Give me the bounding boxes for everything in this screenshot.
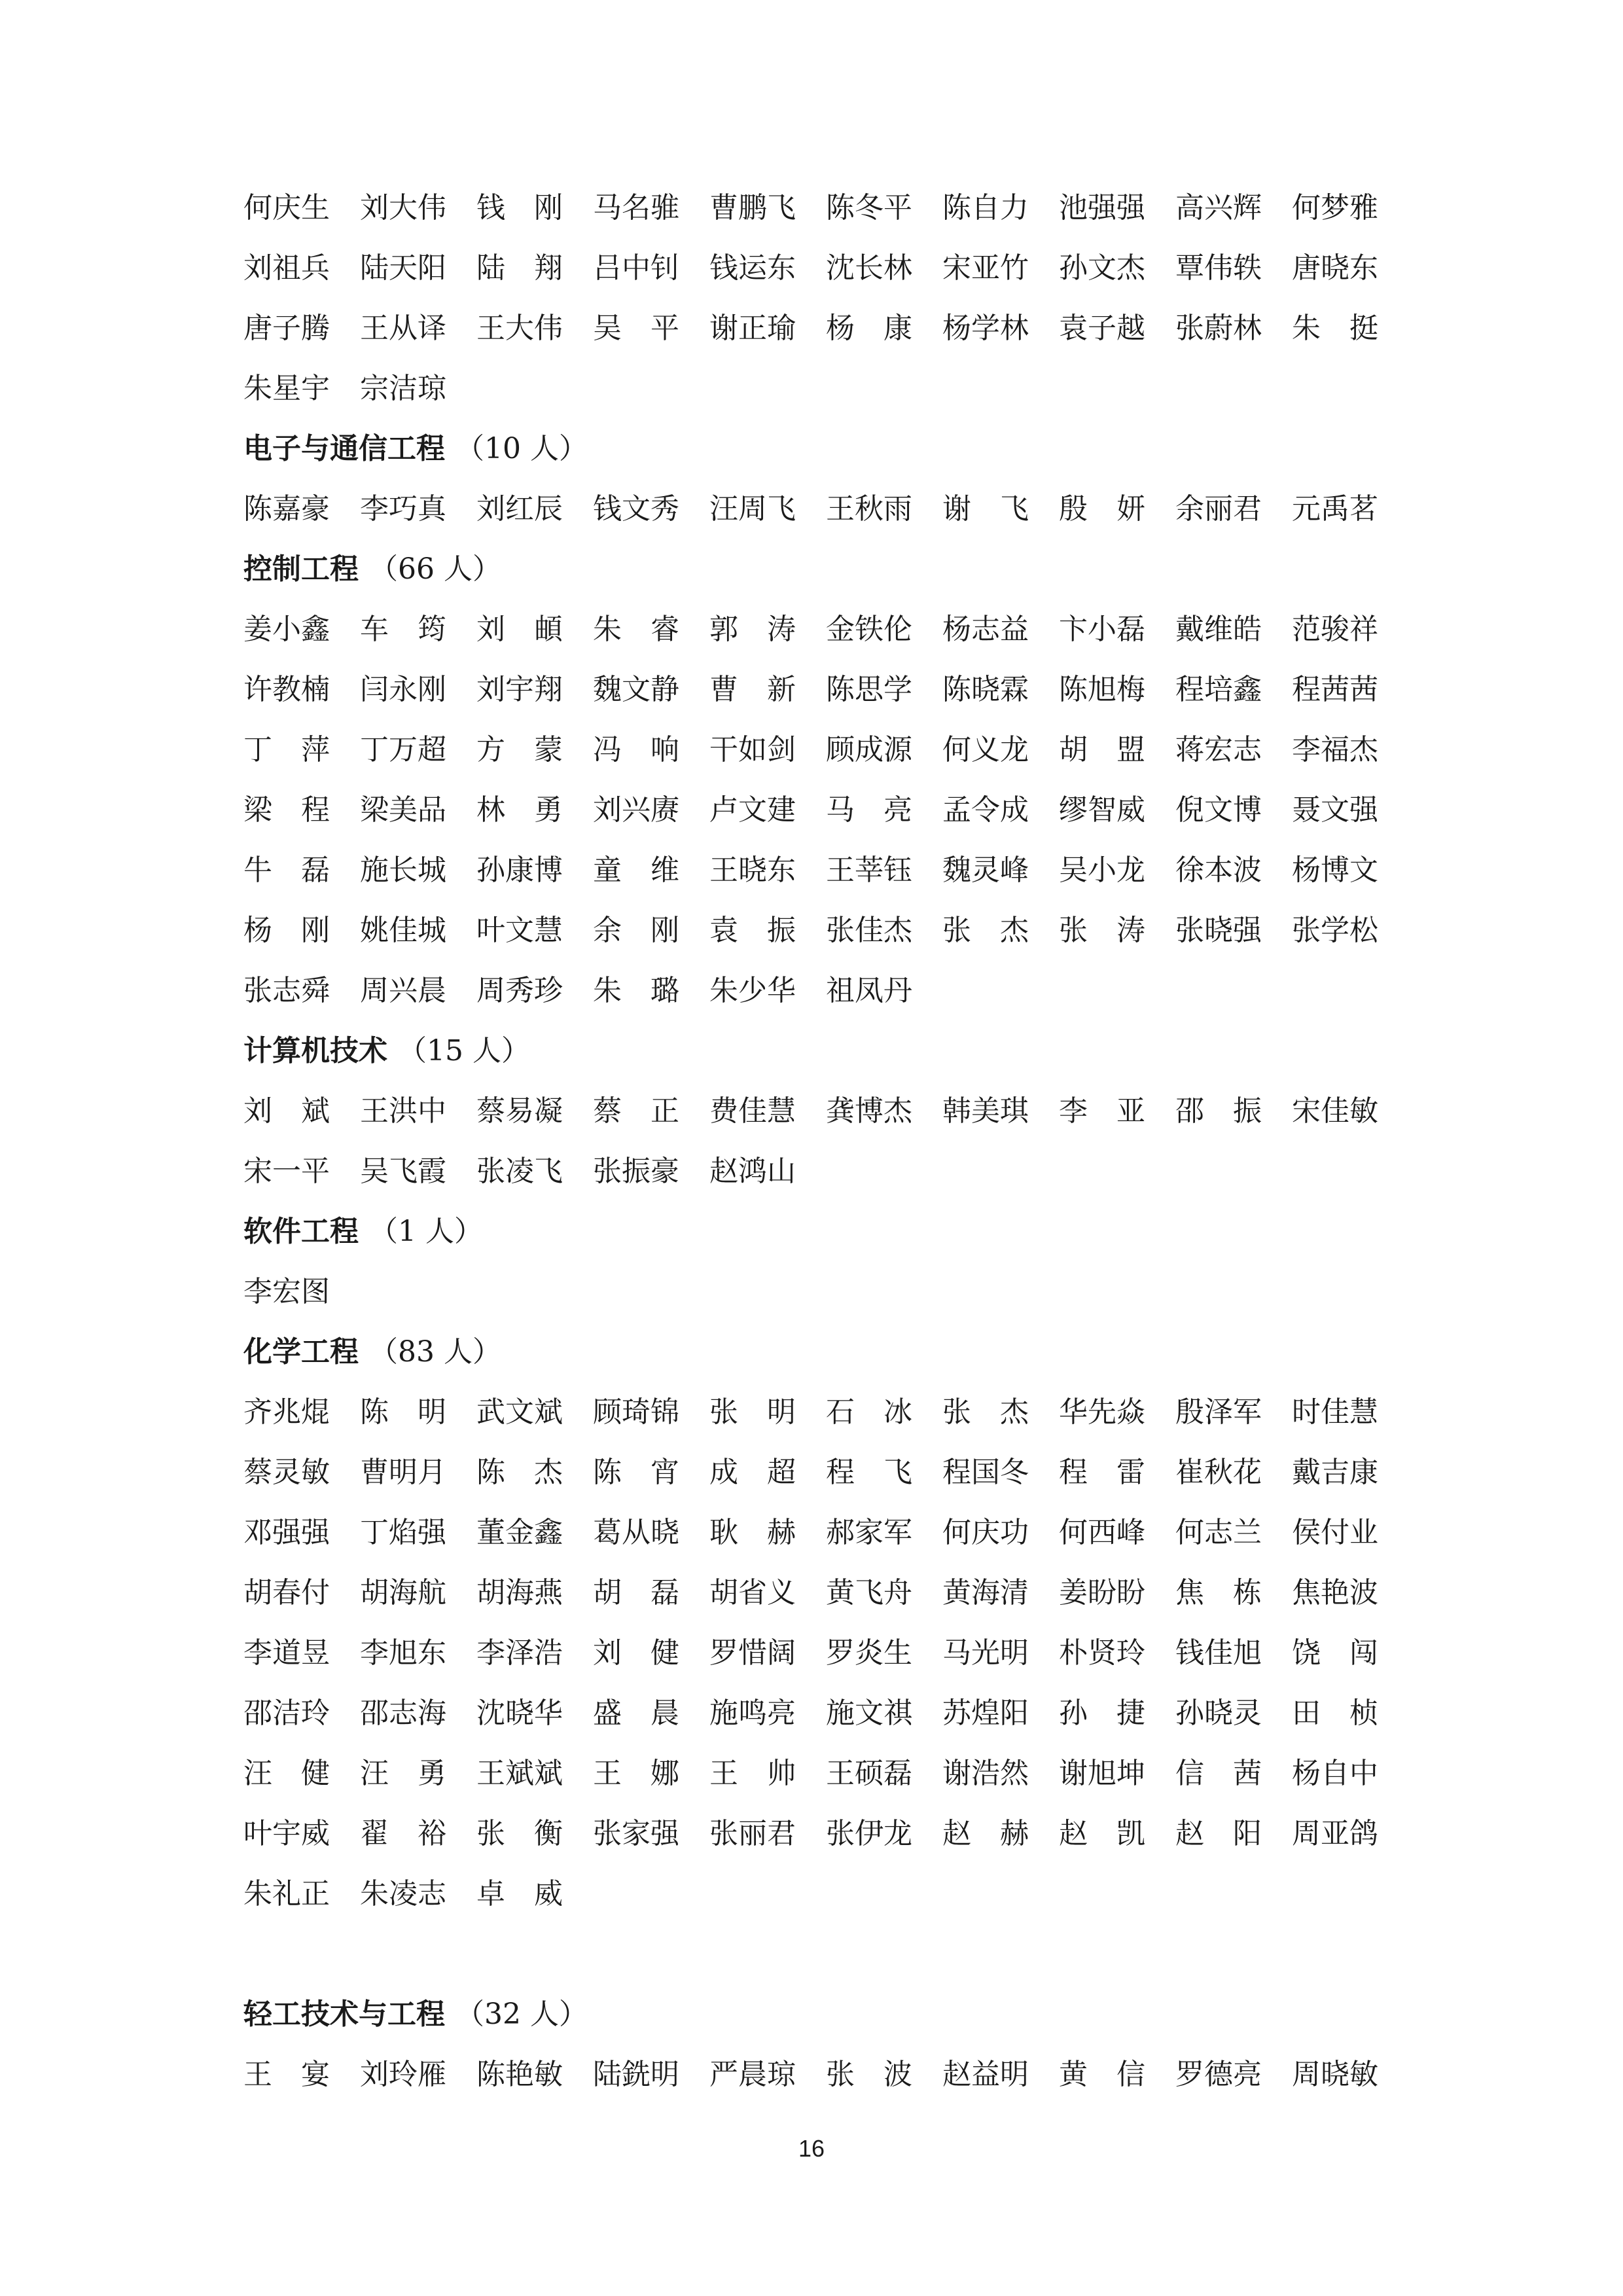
person-name: 杨自中 xyxy=(1292,1757,1378,1790)
person-name: 时佳慧 xyxy=(1292,1395,1378,1429)
person-name: 朱 睿 xyxy=(593,613,679,646)
person-name: 叶文慧 xyxy=(476,914,563,947)
person-name: 武文斌 xyxy=(476,1395,563,1429)
section-title: 电子与通信工程 xyxy=(243,432,445,465)
person-name: 陈 杰 xyxy=(476,1456,563,1489)
section-name-grid xyxy=(243,1382,1408,1924)
person-name: 陈自力 xyxy=(942,191,1029,224)
person-name: 丁焰强 xyxy=(360,1516,446,1549)
section-count: （1 人） xyxy=(369,1215,483,1248)
person-name: 陆 翔 xyxy=(476,251,563,285)
person-name: 钱佳旭 xyxy=(1175,1636,1262,1670)
person-name: 黄 信 xyxy=(1059,2058,1145,2091)
person-name: 李福杰 xyxy=(1292,733,1378,766)
section-heading xyxy=(243,1322,1408,1382)
person-name: 张丽君 xyxy=(709,1817,796,1850)
section-heading xyxy=(243,419,1408,479)
person-name: 范骏祥 xyxy=(1292,613,1378,646)
person-name: 金铁伦 xyxy=(826,613,912,646)
person-name: 梁美品 xyxy=(360,793,446,827)
section-name-grid xyxy=(243,1081,1408,1202)
person-name: 徐本波 xyxy=(1175,853,1262,887)
person-name: 杨志益 xyxy=(942,613,1029,646)
person-name: 蒋宏志 xyxy=(1175,733,1262,766)
major-section xyxy=(243,1984,1408,2105)
person-name: 王大伟 xyxy=(476,312,563,345)
person-name: 饶 闯 xyxy=(1292,1636,1378,1670)
person-name: 陈晓霖 xyxy=(942,673,1029,706)
person-name: 孟令成 xyxy=(942,793,1029,827)
person-name: 张晓强 xyxy=(1175,914,1262,947)
person-name: 邵志海 xyxy=(360,1696,446,1730)
person-name: 吴 平 xyxy=(593,312,679,345)
person-name: 缪智威 xyxy=(1059,793,1145,827)
person-name: 刘 斌 xyxy=(243,1094,330,1128)
person-name: 陈 明 xyxy=(360,1395,446,1429)
person-name: 费佳慧 xyxy=(709,1094,796,1128)
person-name: 宗洁琼 xyxy=(360,372,446,405)
person-name: 刘玲雁 xyxy=(360,2058,446,2091)
person-name: 许教楠 xyxy=(243,673,330,706)
person-name: 牛 磊 xyxy=(243,853,330,887)
person-name: 张 杰 xyxy=(942,1395,1029,1429)
section-count: （15 人） xyxy=(398,1034,530,1067)
person-name: 元禹茗 xyxy=(1292,492,1378,526)
person-name: 童 维 xyxy=(593,853,679,887)
person-name: 胡省义 xyxy=(709,1576,796,1609)
lead-name-grid xyxy=(243,178,1408,419)
person-name: 张 明 xyxy=(709,1395,796,1429)
section-heading xyxy=(243,539,1408,600)
person-name: 杨 刚 xyxy=(243,914,330,947)
person-name: 罗德亮 xyxy=(1175,2058,1262,2091)
person-name: 张 衡 xyxy=(476,1817,563,1850)
person-name: 曹 新 xyxy=(709,673,796,706)
person-name: 吕中钊 xyxy=(593,251,679,285)
person-name: 赵益明 xyxy=(942,2058,1029,2091)
person-name: 罗炎生 xyxy=(826,1636,912,1670)
person-name: 王晓东 xyxy=(709,853,796,887)
person-name: 刘大伟 xyxy=(360,191,446,224)
person-name: 田 桢 xyxy=(1292,1696,1378,1730)
person-name: 卞小磊 xyxy=(1059,613,1145,646)
person-name: 丁 萍 xyxy=(243,733,330,766)
section-name-grid xyxy=(243,1262,1408,1322)
person-name: 严晨琼 xyxy=(709,2058,796,2091)
person-name: 何庆生 xyxy=(243,191,330,224)
person-name: 林 勇 xyxy=(476,793,563,827)
person-name: 李巧真 xyxy=(360,492,446,526)
person-name: 张 波 xyxy=(826,2058,912,2091)
person-name: 张佳杰 xyxy=(826,914,912,947)
person-name: 周兴晨 xyxy=(360,974,446,1007)
section-title: 计算机技术 xyxy=(243,1034,387,1067)
person-name: 程培鑫 xyxy=(1175,673,1262,706)
person-name: 曹明月 xyxy=(360,1456,446,1489)
section-heading xyxy=(243,1021,1408,1081)
person-name: 谢 飞 xyxy=(942,492,1029,526)
person-name: 葛从晓 xyxy=(593,1516,679,1549)
person-name: 孙晓灵 xyxy=(1175,1696,1262,1730)
person-name: 赵 凯 xyxy=(1059,1817,1145,1850)
person-name: 陈旭梅 xyxy=(1059,673,1145,706)
person-name: 卓 威 xyxy=(476,1877,563,1910)
person-name: 覃伟轶 xyxy=(1175,251,1262,285)
person-name: 施文祺 xyxy=(826,1696,912,1730)
person-name: 魏文静 xyxy=(593,673,679,706)
person-name: 余丽君 xyxy=(1175,492,1262,526)
person-name: 刘祖兵 xyxy=(243,251,330,285)
person-name: 周秀珍 xyxy=(476,974,563,1007)
person-name: 盛 晨 xyxy=(593,1696,679,1730)
person-name: 齐兆焜 xyxy=(243,1395,330,1429)
person-name: 张志舜 xyxy=(243,974,330,1007)
person-name: 刘宇翔 xyxy=(476,673,563,706)
person-name: 叶宇威 xyxy=(243,1817,330,1850)
person-name: 焦 栋 xyxy=(1175,1576,1262,1609)
person-name: 董金鑫 xyxy=(476,1516,563,1549)
person-name: 黄海清 xyxy=(942,1576,1029,1609)
person-name: 周晓敏 xyxy=(1292,2058,1378,2091)
section-title: 化学工程 xyxy=(243,1335,359,1369)
person-name: 陈冬平 xyxy=(826,191,912,224)
section-name-grid xyxy=(243,2045,1408,2105)
person-name: 谢正瑜 xyxy=(709,312,796,345)
person-name: 孙康博 xyxy=(476,853,563,887)
person-name: 卢文建 xyxy=(709,793,796,827)
person-name: 刘兴赓 xyxy=(593,793,679,827)
person-name: 姜小鑫 xyxy=(243,613,330,646)
person-name: 唐子腾 xyxy=(243,312,330,345)
person-name: 冯 响 xyxy=(593,733,679,766)
person-name: 何庆功 xyxy=(942,1516,1029,1549)
person-name: 干如剑 xyxy=(709,733,796,766)
person-name: 高兴辉 xyxy=(1175,191,1262,224)
person-name: 余 刚 xyxy=(593,914,679,947)
person-name: 信 茜 xyxy=(1175,1757,1262,1790)
person-name: 罗惜阔 xyxy=(709,1636,796,1670)
person-name: 闫永刚 xyxy=(360,673,446,706)
major-section xyxy=(243,1322,1408,1924)
person-name: 周亚鸽 xyxy=(1292,1817,1378,1850)
person-name: 赵 赫 xyxy=(942,1817,1029,1850)
person-name: 程茜茜 xyxy=(1292,673,1378,706)
person-name: 马名骓 xyxy=(593,191,679,224)
person-name: 孙文杰 xyxy=(1059,251,1145,285)
person-name: 张伊龙 xyxy=(826,1817,912,1850)
person-name: 何梦雅 xyxy=(1292,191,1378,224)
person-name: 石 冰 xyxy=(826,1395,912,1429)
person-name: 郭 涛 xyxy=(709,613,796,646)
person-name: 魏灵峰 xyxy=(942,853,1029,887)
person-name: 黄飞舟 xyxy=(826,1576,912,1609)
person-name: 曹鹏飞 xyxy=(709,191,796,224)
person-name: 朱少华 xyxy=(709,974,796,1007)
section-title: 软件工程 xyxy=(243,1215,359,1248)
person-name: 张 杰 xyxy=(942,914,1029,947)
person-name: 王硕磊 xyxy=(826,1757,912,1790)
person-name: 蔡易凝 xyxy=(476,1094,563,1128)
person-name: 程 飞 xyxy=(826,1456,912,1489)
person-name: 袁 振 xyxy=(709,914,796,947)
person-name: 殷 妍 xyxy=(1059,492,1145,526)
person-name: 朱凌志 xyxy=(360,1877,446,1910)
person-name: 祖凤丹 xyxy=(826,974,912,1007)
person-name: 龚博杰 xyxy=(826,1094,912,1128)
person-name: 姜盼盼 xyxy=(1059,1576,1145,1609)
person-name: 李宏图 xyxy=(243,1275,330,1308)
person-name: 王 宴 xyxy=(243,2058,330,2091)
person-name: 杨 康 xyxy=(826,312,912,345)
person-name: 汪周飞 xyxy=(709,492,796,526)
person-name: 王斌斌 xyxy=(476,1757,563,1790)
person-name: 刘 健 xyxy=(593,1636,679,1670)
person-name: 王从译 xyxy=(360,312,446,345)
person-name: 何西峰 xyxy=(1059,1516,1145,1549)
person-name: 戴吉康 xyxy=(1292,1456,1378,1489)
person-name: 朱 挺 xyxy=(1292,312,1378,345)
person-name: 马光明 xyxy=(942,1636,1029,1670)
section-heading xyxy=(243,1984,1408,2045)
person-name: 焦艳波 xyxy=(1292,1576,1378,1609)
person-name: 朴贤玲 xyxy=(1059,1636,1145,1670)
person-name: 顾成源 xyxy=(826,733,912,766)
person-name: 邵洁玲 xyxy=(243,1696,330,1730)
page-number: 16 xyxy=(798,2135,825,2162)
person-name: 胡海燕 xyxy=(476,1576,563,1609)
person-name: 胡春付 xyxy=(243,1576,330,1609)
person-name: 程 雷 xyxy=(1059,1456,1145,1489)
person-name: 蔡 正 xyxy=(593,1094,679,1128)
person-name: 钱运东 xyxy=(709,251,796,285)
person-name: 王秋雨 xyxy=(826,492,912,526)
major-section xyxy=(243,1021,1408,1202)
person-name: 华先焱 xyxy=(1059,1395,1145,1429)
section-gap xyxy=(243,1924,1408,1984)
person-name: 邓强强 xyxy=(243,1516,330,1549)
person-name: 张凌飞 xyxy=(476,1155,563,1188)
person-name: 王洪中 xyxy=(360,1094,446,1128)
person-name: 赵 阳 xyxy=(1175,1817,1262,1850)
person-name: 翟 裕 xyxy=(360,1817,446,1850)
person-name: 张 涛 xyxy=(1059,914,1145,947)
person-name: 钱 刚 xyxy=(476,191,563,224)
section-count: （66 人） xyxy=(369,552,501,586)
person-name: 孙 捷 xyxy=(1059,1696,1145,1730)
section-title: 轻工技术与工程 xyxy=(243,1998,445,2031)
section-name-grid xyxy=(243,600,1408,1021)
section-count: （83 人） xyxy=(369,1335,501,1369)
person-name: 程国冬 xyxy=(942,1456,1029,1489)
person-name: 李 亚 xyxy=(1059,1094,1145,1128)
person-name: 方 蒙 xyxy=(476,733,563,766)
person-name: 耿 赫 xyxy=(709,1516,796,1549)
person-name: 成 超 xyxy=(709,1456,796,1489)
person-name: 陆天阳 xyxy=(360,251,446,285)
major-section xyxy=(243,539,1408,1021)
person-name: 顾琦锦 xyxy=(593,1395,679,1429)
person-name: 朱 璐 xyxy=(593,974,679,1007)
section-title: 控制工程 xyxy=(243,552,359,586)
person-name: 张振豪 xyxy=(593,1155,679,1188)
person-name: 杨博文 xyxy=(1292,853,1378,887)
person-name: 吴小龙 xyxy=(1059,853,1145,887)
person-name: 何义龙 xyxy=(942,733,1029,766)
major-section xyxy=(243,1202,1408,1322)
person-name: 胡 盟 xyxy=(1059,733,1145,766)
person-name: 汪 健 xyxy=(243,1757,330,1790)
person-name: 刘红辰 xyxy=(476,492,563,526)
person-name: 谢旭坤 xyxy=(1059,1757,1145,1790)
person-name: 朱星宇 xyxy=(243,372,330,405)
section-count: （10 人） xyxy=(455,432,588,465)
person-name: 梁 程 xyxy=(243,793,330,827)
person-name: 韩美琪 xyxy=(942,1094,1029,1128)
sections-container xyxy=(243,419,1408,2105)
person-name: 施鸣亮 xyxy=(709,1696,796,1730)
person-name: 吴飞霞 xyxy=(360,1155,446,1188)
person-name: 唐晓东 xyxy=(1292,251,1378,285)
person-name: 宋佳敏 xyxy=(1292,1094,1378,1128)
person-name: 施长城 xyxy=(360,853,446,887)
person-name: 殷泽军 xyxy=(1175,1395,1262,1429)
person-name: 姚佳城 xyxy=(360,914,446,947)
section-heading xyxy=(243,1202,1408,1262)
person-name: 陈思学 xyxy=(826,673,912,706)
person-name: 陆銑明 xyxy=(593,2058,679,2091)
person-name: 张蔚林 xyxy=(1175,312,1262,345)
person-name: 郝家军 xyxy=(826,1516,912,1549)
person-name: 邵 振 xyxy=(1175,1094,1262,1128)
person-name: 朱礼正 xyxy=(243,1877,330,1910)
person-name: 张学松 xyxy=(1292,914,1378,947)
person-name: 何志兰 xyxy=(1175,1516,1262,1549)
person-name: 袁子越 xyxy=(1059,312,1145,345)
person-name: 崔秋花 xyxy=(1175,1456,1262,1489)
section-count: （32 人） xyxy=(455,1998,588,2031)
roster-content xyxy=(243,178,1408,2105)
person-name: 谢浩然 xyxy=(942,1757,1029,1790)
person-name: 沈晓华 xyxy=(476,1696,563,1730)
person-name: 汪 勇 xyxy=(360,1757,446,1790)
person-name: 侯付业 xyxy=(1292,1516,1378,1549)
person-name: 聂文强 xyxy=(1292,793,1378,827)
person-name: 杨学林 xyxy=(942,312,1029,345)
person-name: 赵鸿山 xyxy=(709,1155,796,1188)
person-name: 刘 頔 xyxy=(476,613,563,646)
person-name: 陈 宵 xyxy=(593,1456,679,1489)
person-name: 沈长林 xyxy=(826,251,912,285)
person-name: 李旭东 xyxy=(360,1636,446,1670)
person-name: 戴维皓 xyxy=(1175,613,1262,646)
person-name: 丁万超 xyxy=(360,733,446,766)
person-name: 陈艳敏 xyxy=(476,2058,563,2091)
person-name: 李泽浩 xyxy=(476,1636,563,1670)
person-name: 蔡灵敏 xyxy=(243,1456,330,1489)
person-name: 王 帅 xyxy=(709,1757,796,1790)
person-name: 王 娜 xyxy=(593,1757,679,1790)
person-name: 胡海航 xyxy=(360,1576,446,1609)
person-name: 倪文博 xyxy=(1175,793,1262,827)
person-name: 池强强 xyxy=(1059,191,1145,224)
person-name: 王莘钰 xyxy=(826,853,912,887)
section-name-grid xyxy=(243,479,1408,539)
person-name: 宋一平 xyxy=(243,1155,330,1188)
major-section xyxy=(243,419,1408,539)
person-name: 李道昱 xyxy=(243,1636,330,1670)
person-name: 钱文秀 xyxy=(593,492,679,526)
person-name: 胡 磊 xyxy=(593,1576,679,1609)
person-name: 苏煌阳 xyxy=(942,1696,1029,1730)
person-name: 宋亚竹 xyxy=(942,251,1029,285)
person-name: 马 亮 xyxy=(826,793,912,827)
person-name: 陈嘉豪 xyxy=(243,492,330,526)
person-name: 车 筠 xyxy=(360,613,446,646)
person-name: 张家强 xyxy=(593,1817,679,1850)
